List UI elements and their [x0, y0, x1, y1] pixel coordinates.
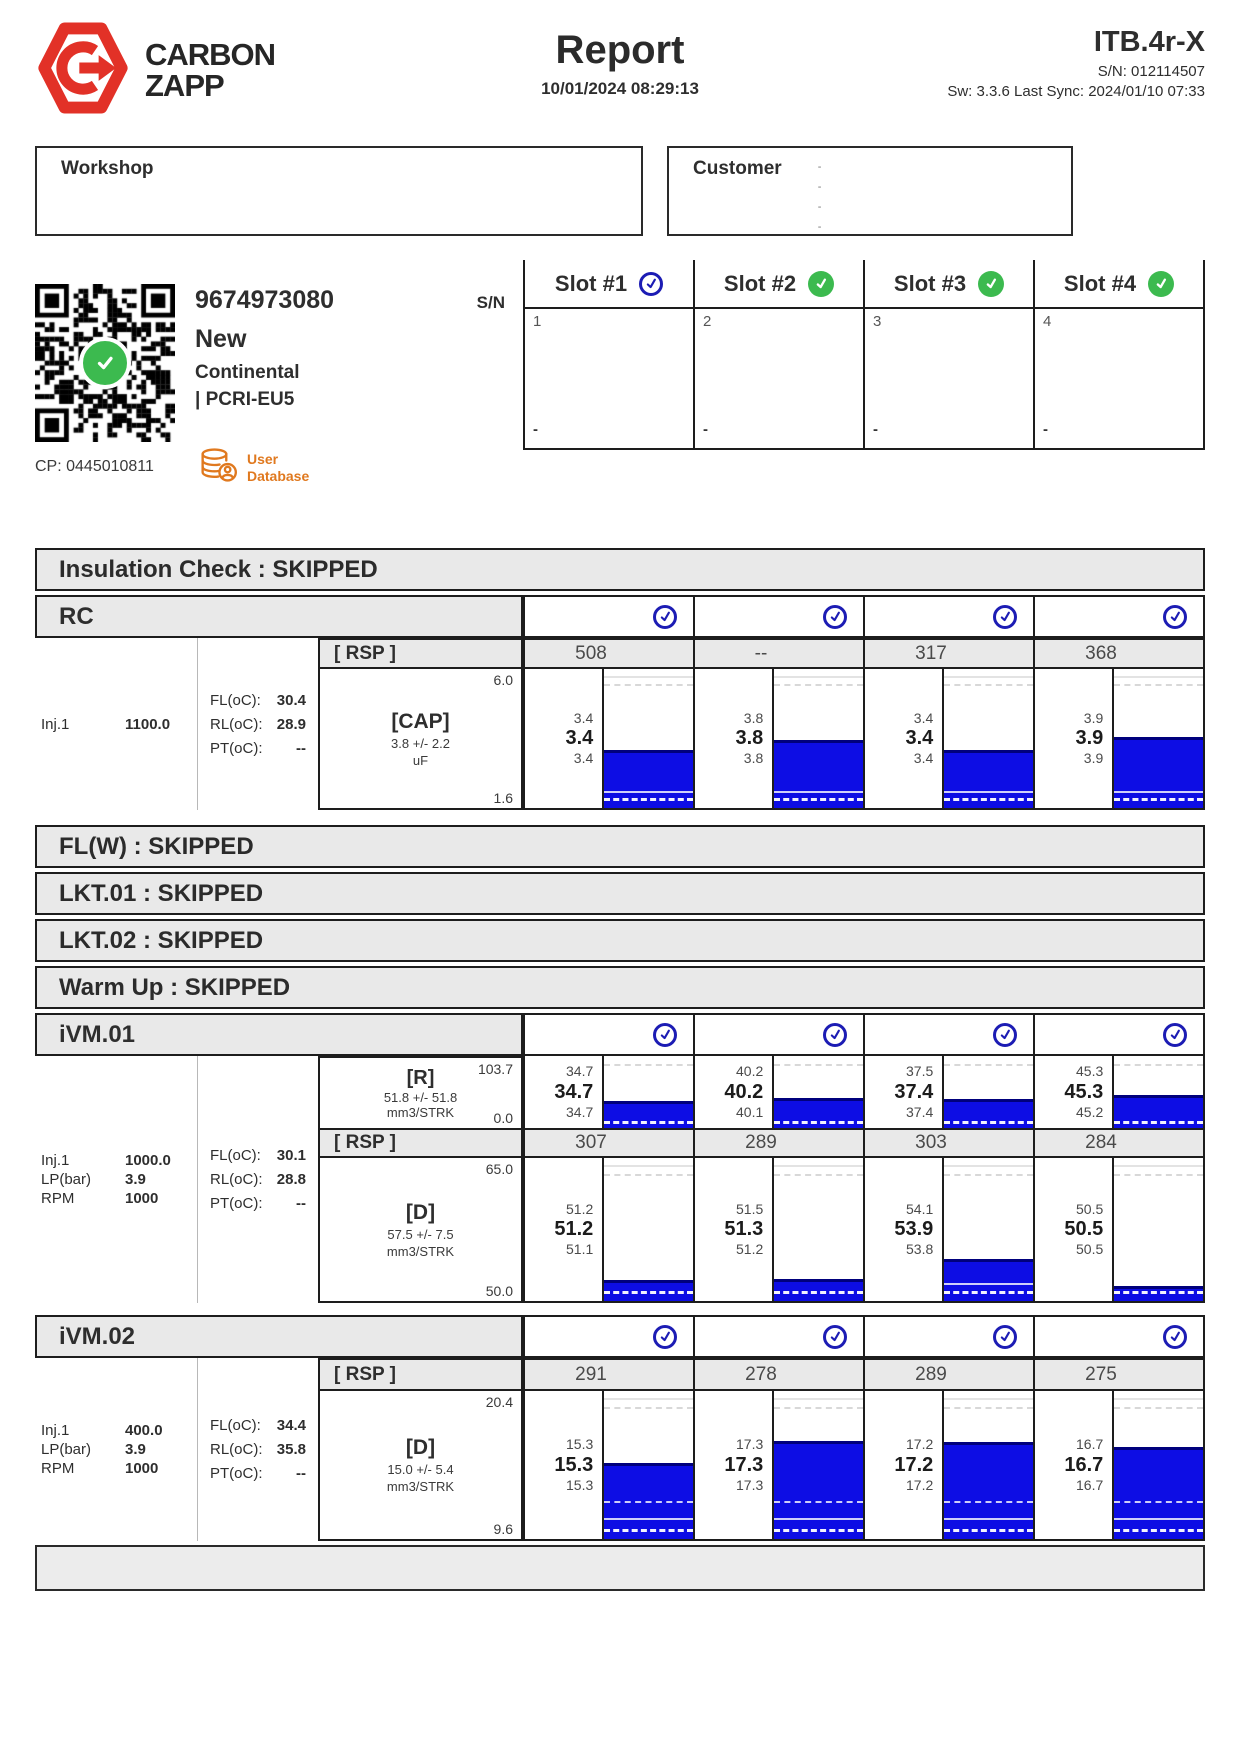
- ivm02-measure-labels: [318, 1358, 523, 1541]
- chart-min: 3.4: [913, 750, 934, 766]
- chart-max: 15.3: [566, 1436, 594, 1452]
- rc-title: RC: [35, 595, 523, 638]
- component-text: [195, 260, 523, 411]
- page-title: Report: [555, 28, 685, 72]
- rc-check-slot4: [1033, 597, 1203, 636]
- temp-value: 35.8: [276, 1441, 306, 1458]
- device-serial: S/N: 012114507: [1097, 63, 1205, 80]
- bar-plot: [942, 1391, 1033, 1539]
- workshop-label: Workshop: [61, 158, 154, 179]
- device-info-block: [947, 26, 1205, 100]
- slot-value: -: [533, 421, 538, 438]
- measure-tolerance: 15.0 +/- 5.4: [387, 1462, 454, 1477]
- rc-injector-info: [35, 638, 197, 810]
- slot-table: [523, 260, 1205, 450]
- ivm01-check-slot1: [523, 1015, 693, 1054]
- blue-check-icon: [1163, 1023, 1187, 1047]
- rc-temperatures: [197, 638, 318, 810]
- d-axis-cell: [318, 1391, 523, 1541]
- brand-block: [35, 22, 275, 119]
- db-label-line2: Database: [247, 467, 310, 484]
- customer-label: Customer: [693, 158, 782, 179]
- temp-label: FL(oC):: [210, 1147, 261, 1164]
- chart-avg: 51.3: [724, 1218, 764, 1240]
- bar-chart-cell: [693, 1158, 863, 1301]
- measure-tolerance: 3.8 +/- 2.2: [391, 735, 450, 751]
- section-lkt01: LKT.01 : SKIPPED: [35, 872, 1205, 915]
- green-check-icon: [1148, 271, 1174, 297]
- chart-min: 37.4: [906, 1103, 934, 1120]
- injector-label: RPM: [41, 1190, 75, 1207]
- chart-max: 51.2: [566, 1200, 594, 1217]
- chart-avg: 3.9: [1075, 727, 1104, 749]
- device-name: ITB.4r-X: [1093, 26, 1205, 58]
- injector-value: 1000: [125, 1460, 159, 1477]
- chart-min: 51.2: [736, 1241, 764, 1257]
- component-type: | PCRI-EU5: [195, 389, 295, 410]
- bar-plot: [772, 1056, 863, 1128]
- chart-max: 3.4: [913, 709, 934, 726]
- bar-chart-cell: [863, 669, 1033, 808]
- measure-name: [D]: [405, 1436, 436, 1459]
- slot-value: -: [703, 421, 708, 438]
- slot-label: Slot #1: [554, 270, 628, 296]
- slot-number: 1: [533, 313, 542, 330]
- bar-chart-cell: [523, 1056, 693, 1128]
- blue-check-icon: [1163, 1325, 1187, 1349]
- temp-label: PT(oC):: [210, 739, 263, 757]
- ivm02-injector-info: [35, 1358, 197, 1541]
- injector-label: Inj.1: [41, 1152, 70, 1169]
- chart-max: 3.4: [573, 709, 594, 726]
- axis-max-label: 6.0: [493, 672, 513, 688]
- bar-chart-cell: [693, 1056, 863, 1128]
- axis-max-label: 103.7: [477, 1061, 513, 1077]
- section-ivm02-header: [35, 1315, 1205, 1358]
- temp-value: --: [296, 1465, 306, 1482]
- injector-value: 400.0: [125, 1422, 163, 1439]
- bar-plot: [942, 669, 1033, 808]
- report-header: [35, 0, 1205, 138]
- injector-value: 1000: [125, 1190, 159, 1207]
- value-bar: [1114, 1447, 1203, 1539]
- rc-rsp-values: [523, 638, 1205, 669]
- temp-label: PT(oC):: [210, 1195, 263, 1212]
- d-axis-cell: [318, 1158, 523, 1303]
- qr-code-block: [35, 284, 175, 442]
- axis-min-label: 50.0: [485, 1283, 513, 1299]
- rsp-label: [ RSP ]: [318, 1358, 523, 1391]
- bar-plot: [772, 1391, 863, 1539]
- slot-cell-2: [693, 309, 863, 448]
- slot-value: -: [1043, 421, 1048, 438]
- bar-plot: [1112, 1158, 1203, 1301]
- rc-check-slot2: [693, 597, 863, 636]
- chart-min: 53.8: [906, 1241, 934, 1257]
- chart-min: 45.2: [1076, 1103, 1104, 1120]
- rc-check-row: [523, 595, 1205, 638]
- chart-max: 3.8: [743, 709, 764, 726]
- injector-label: Inj.1: [41, 1422, 70, 1439]
- temp-label: PT(oC):: [210, 1465, 263, 1482]
- section-warmup: Warm Up : SKIPPED: [35, 966, 1205, 1009]
- chart-min: 3.8: [743, 750, 764, 766]
- rc-cap-charts: [523, 669, 1205, 810]
- measure-unit: uF: [412, 752, 429, 768]
- chart-max: 3.9: [1083, 709, 1104, 726]
- ivm02-charts: [523, 1358, 1205, 1541]
- bar-plot: [602, 1391, 693, 1539]
- bar-chart-cell: [523, 669, 693, 808]
- chart-max: 37.5: [906, 1063, 934, 1079]
- cap-axis-cell: [318, 669, 523, 810]
- temp-value: 28.9: [276, 715, 306, 733]
- injector-value: 1100.0: [125, 715, 171, 733]
- temp-value: 34.4: [276, 1417, 306, 1434]
- ivm02-d-charts: [523, 1391, 1205, 1541]
- bar-chart-cell: [523, 1391, 693, 1539]
- blue-check-icon: [1163, 605, 1187, 629]
- chart-avg: 40.2: [724, 1080, 764, 1103]
- info-boxes: [35, 146, 1205, 236]
- ivm01-title: iVM.01: [35, 1013, 523, 1056]
- chart-max: 40.2: [736, 1063, 764, 1079]
- ivm02-check-slot2: [693, 1317, 863, 1356]
- ivm02-title: iVM.02: [35, 1315, 523, 1358]
- bar-chart-cell: [1033, 1391, 1203, 1539]
- rsp-value: 368: [1033, 640, 1203, 667]
- bar-chart-cell: [693, 1391, 863, 1539]
- blue-check-icon: [993, 1325, 1017, 1349]
- footer-bar: [35, 1545, 1205, 1591]
- chart-avg: 17.3: [724, 1453, 764, 1476]
- measure-unit: mm3/STRK: [386, 1104, 455, 1120]
- rsp-value: 291: [523, 1360, 693, 1389]
- axis-max-label: 65.0: [485, 1161, 513, 1177]
- injector-label: RPM: [41, 1460, 75, 1477]
- ivm01-d-charts: [523, 1158, 1205, 1303]
- ivm02-rsp-values: [523, 1358, 1205, 1391]
- chart-min: 17.3: [736, 1476, 764, 1493]
- section-rc-header: [35, 595, 1205, 638]
- part-number: 9674973080: [195, 286, 335, 314]
- component-condition: New: [195, 325, 247, 353]
- temp-value: --: [296, 1195, 306, 1212]
- rsp-value: 289: [693, 1130, 863, 1156]
- slot-number: 3: [873, 313, 882, 330]
- slot-label: Slot #3: [893, 270, 967, 296]
- green-check-icon: [808, 271, 834, 297]
- blue-check-icon: [653, 605, 677, 629]
- measure-unit: mm3/STRK: [386, 1479, 455, 1494]
- bar-chart-cell: [863, 1158, 1033, 1301]
- rsp-value: 303: [863, 1130, 1033, 1156]
- injector-value: 3.9: [125, 1441, 146, 1458]
- customer-box: [667, 146, 1073, 236]
- blue-check-icon: [993, 605, 1017, 629]
- placeholder-mark: -: [817, 181, 822, 193]
- slot-header-3: [863, 260, 1033, 307]
- bar-chart-cell: [863, 1391, 1033, 1539]
- temp-value: --: [296, 739, 306, 757]
- slot-label: Slot #4: [1063, 270, 1137, 296]
- bar-chart-cell: [693, 669, 863, 808]
- rsp-value: 508: [523, 640, 693, 667]
- rsp-label: [ RSP ]: [318, 1128, 523, 1158]
- chart-min: 3.4: [573, 750, 594, 766]
- chart-avg: 37.4: [894, 1080, 934, 1103]
- r-axis-cell: [318, 1056, 523, 1128]
- chart-max: 17.2: [906, 1436, 934, 1452]
- section-ivm01-header: [35, 1013, 1205, 1056]
- bar-plot: [602, 669, 693, 808]
- chart-min: 50.5: [1076, 1241, 1104, 1257]
- injector-label: Inj.1: [41, 715, 70, 733]
- blue-check-icon: [823, 605, 847, 629]
- temp-label: RL(oC):: [210, 1171, 263, 1188]
- placeholder-mark: -: [817, 161, 822, 173]
- chart-avg: 3.4: [905, 727, 934, 749]
- ivm02-data-block: [35, 1358, 1205, 1541]
- rsp-value: 289: [863, 1360, 1033, 1389]
- rsp-value: 278: [693, 1360, 863, 1389]
- section-fl-w: FL(W) : SKIPPED: [35, 825, 1205, 868]
- ivm01-charts: [523, 1056, 1205, 1303]
- rc-check-slot3: [863, 597, 1033, 636]
- component-manufacturer: Continental: [195, 362, 300, 383]
- temp-label: FL(oC):: [210, 691, 261, 709]
- rsp-value: --: [693, 640, 863, 667]
- carbon-zapp-logo-icon: [35, 22, 131, 119]
- component-slot-section: [35, 260, 1205, 518]
- blue-check-icon: [639, 272, 663, 296]
- chart-min: 16.7: [1076, 1476, 1104, 1493]
- sn-label: S/N: [476, 293, 505, 312]
- chart-avg: 34.7: [554, 1080, 594, 1103]
- chart-avg: 3.8: [735, 727, 764, 749]
- bar-plot: [1112, 1056, 1203, 1128]
- blue-check-icon: [653, 1325, 677, 1349]
- axis-min-label: 1.6: [493, 790, 513, 806]
- bar-chart-cell: [523, 1158, 693, 1301]
- section-insulation-check: Insulation Check : SKIPPED: [35, 548, 1205, 591]
- brand-name: [145, 37, 276, 103]
- injector-value: 1000.0: [125, 1152, 171, 1169]
- value-bar: [774, 1441, 863, 1539]
- placeholder-mark: -: [817, 201, 822, 213]
- temp-value: 28.8: [276, 1171, 306, 1188]
- workshop-box: [35, 146, 643, 236]
- bar-chart-cell: [863, 1056, 1033, 1128]
- chart-min: 40.1: [736, 1103, 764, 1120]
- rc-check-slot1: [523, 597, 693, 636]
- slot-cell-3: [863, 309, 1033, 448]
- axis-min-label: 0.0: [493, 1110, 513, 1126]
- db-label-line1: User: [247, 450, 279, 467]
- cp-code: CP: 0445010811: [35, 458, 154, 475]
- rc-charts: [523, 638, 1205, 810]
- ivm01-temperatures: [197, 1056, 318, 1303]
- brand-line2: ZAPP: [145, 67, 224, 103]
- ivm02-check-slot4: [1033, 1317, 1203, 1356]
- slot-number: 4: [1043, 313, 1052, 330]
- chart-min: 17.2: [906, 1476, 934, 1493]
- user-database-block: [199, 446, 309, 489]
- slot-header-row: [523, 260, 1203, 309]
- chart-avg: 50.5: [1064, 1218, 1104, 1240]
- chart-max: 17.3: [736, 1436, 764, 1452]
- temp-label: RL(oC):: [210, 1441, 263, 1458]
- ivm01-check-slot3: [863, 1015, 1033, 1054]
- temp-value: 30.1: [276, 1147, 306, 1164]
- injector-row: [41, 716, 197, 733]
- placeholder-mark: -: [817, 221, 822, 233]
- value-bar: [944, 1259, 1033, 1301]
- chart-min: 3.9: [1083, 750, 1104, 766]
- ivm01-r-charts: [523, 1056, 1205, 1128]
- bar-plot: [602, 1056, 693, 1128]
- bar-plot: [772, 669, 863, 808]
- measure-name: [R]: [406, 1066, 435, 1089]
- chart-max: 51.5: [736, 1200, 764, 1217]
- rsp-value: 307: [523, 1130, 693, 1156]
- temp-label: RL(oC):: [210, 715, 263, 733]
- bar-plot: [1112, 669, 1203, 808]
- chart-min: 34.7: [566, 1103, 594, 1120]
- chart-min: 15.3: [566, 1476, 594, 1493]
- axis-max-label: 20.4: [485, 1394, 513, 1410]
- ivm01-check-row: [523, 1013, 1205, 1056]
- bar-chart-cell: [1033, 1158, 1203, 1301]
- slot-number: 2: [703, 313, 712, 330]
- chart-max: 54.1: [906, 1200, 934, 1217]
- component-panel: [35, 260, 523, 518]
- injector-label: LP(bar): [41, 1441, 92, 1458]
- qr-check-icon: [79, 337, 131, 389]
- section-lkt02: LKT.02 : SKIPPED: [35, 919, 1205, 962]
- slot-header-1: [523, 260, 693, 307]
- rsp-value: 275: [1033, 1360, 1203, 1389]
- injector-value: 3.9: [125, 1171, 146, 1188]
- blue-check-icon: [993, 1023, 1017, 1047]
- brand-line1: CARBON: [145, 37, 276, 73]
- blue-check-icon: [823, 1023, 847, 1047]
- bar-plot: [942, 1158, 1033, 1301]
- measure-name: [D]: [405, 1200, 436, 1224]
- customer-placeholder-marks: [818, 162, 822, 234]
- measure-tolerance: 51.8 +/- 51.8: [383, 1089, 458, 1105]
- ivm02-temperatures: [197, 1358, 318, 1541]
- measure-name: [CAP]: [391, 709, 450, 733]
- chart-avg: 45.3: [1064, 1080, 1104, 1103]
- chart-avg: 15.3: [554, 1453, 594, 1476]
- slot-header-2: [693, 260, 863, 307]
- report-datetime: 10/01/2024 08:29:13: [541, 79, 699, 98]
- measure-unit: mm3/STRK: [386, 1243, 455, 1259]
- bar-chart-cell: [1033, 1056, 1203, 1128]
- blue-check-icon: [653, 1023, 677, 1047]
- chart-avg: 3.4: [565, 727, 594, 749]
- blue-check-icon: [823, 1325, 847, 1349]
- ivm02-check-row: [523, 1315, 1205, 1358]
- rc-measure-labels: [318, 638, 523, 810]
- chart-min: 51.1: [566, 1241, 594, 1257]
- bar-plot: [602, 1158, 693, 1301]
- bar-plot: [942, 1056, 1033, 1128]
- injector-label: LP(bar): [41, 1171, 92, 1188]
- ivm01-rsp-values: [523, 1128, 1205, 1158]
- slot-label: Slot #2: [723, 270, 797, 296]
- bar-plot: [772, 1158, 863, 1301]
- chart-avg: 16.7: [1064, 1453, 1104, 1476]
- report-title-block: [541, 28, 699, 99]
- chart-avg: 51.2: [554, 1218, 594, 1240]
- rsp-label: [ RSP ]: [318, 638, 523, 669]
- slot-body-row: [523, 309, 1203, 448]
- device-software-info: Sw: 3.3.6 Last Sync: 2024/01/10 07:33: [947, 83, 1205, 100]
- measure-tolerance: 57.5 +/- 7.5: [387, 1226, 454, 1242]
- green-check-icon: [978, 271, 1004, 297]
- temp-value: 30.4: [276, 691, 306, 709]
- ivm02-check-slot1: [523, 1317, 693, 1356]
- temp-label: FL(oC):: [210, 1417, 261, 1434]
- user-database-label: [247, 451, 309, 485]
- slot-header-4: [1033, 260, 1203, 307]
- chart-max: 16.7: [1076, 1436, 1104, 1452]
- chart-avg: 17.2: [894, 1453, 934, 1476]
- ivm01-injector-info: [35, 1056, 197, 1303]
- ivm01-check-slot2: [693, 1015, 863, 1054]
- user-database-icon: [199, 446, 239, 489]
- slot-value: -: [873, 421, 878, 438]
- bar-plot: [1112, 1391, 1203, 1539]
- ivm01-data-block: [35, 1056, 1205, 1303]
- slot-cell-4: [1033, 309, 1203, 448]
- chart-avg: 53.9: [894, 1218, 934, 1240]
- ivm01-measure-labels: [318, 1056, 523, 1303]
- chart-max: 50.5: [1076, 1200, 1104, 1217]
- bar-chart-cell: [1033, 669, 1203, 808]
- ivm02-check-slot3: [863, 1317, 1033, 1356]
- slot-cell-1: [523, 309, 693, 448]
- rsp-value: 284: [1033, 1130, 1203, 1156]
- chart-max: 34.7: [566, 1063, 594, 1079]
- ivm01-check-slot4: [1033, 1015, 1203, 1054]
- rsp-value: 317: [863, 640, 1033, 667]
- axis-min-label: 9.6: [493, 1521, 513, 1537]
- rc-data-block: [35, 638, 1205, 810]
- chart-max: 45.3: [1076, 1063, 1104, 1079]
- value-bar: [944, 1442, 1033, 1539]
